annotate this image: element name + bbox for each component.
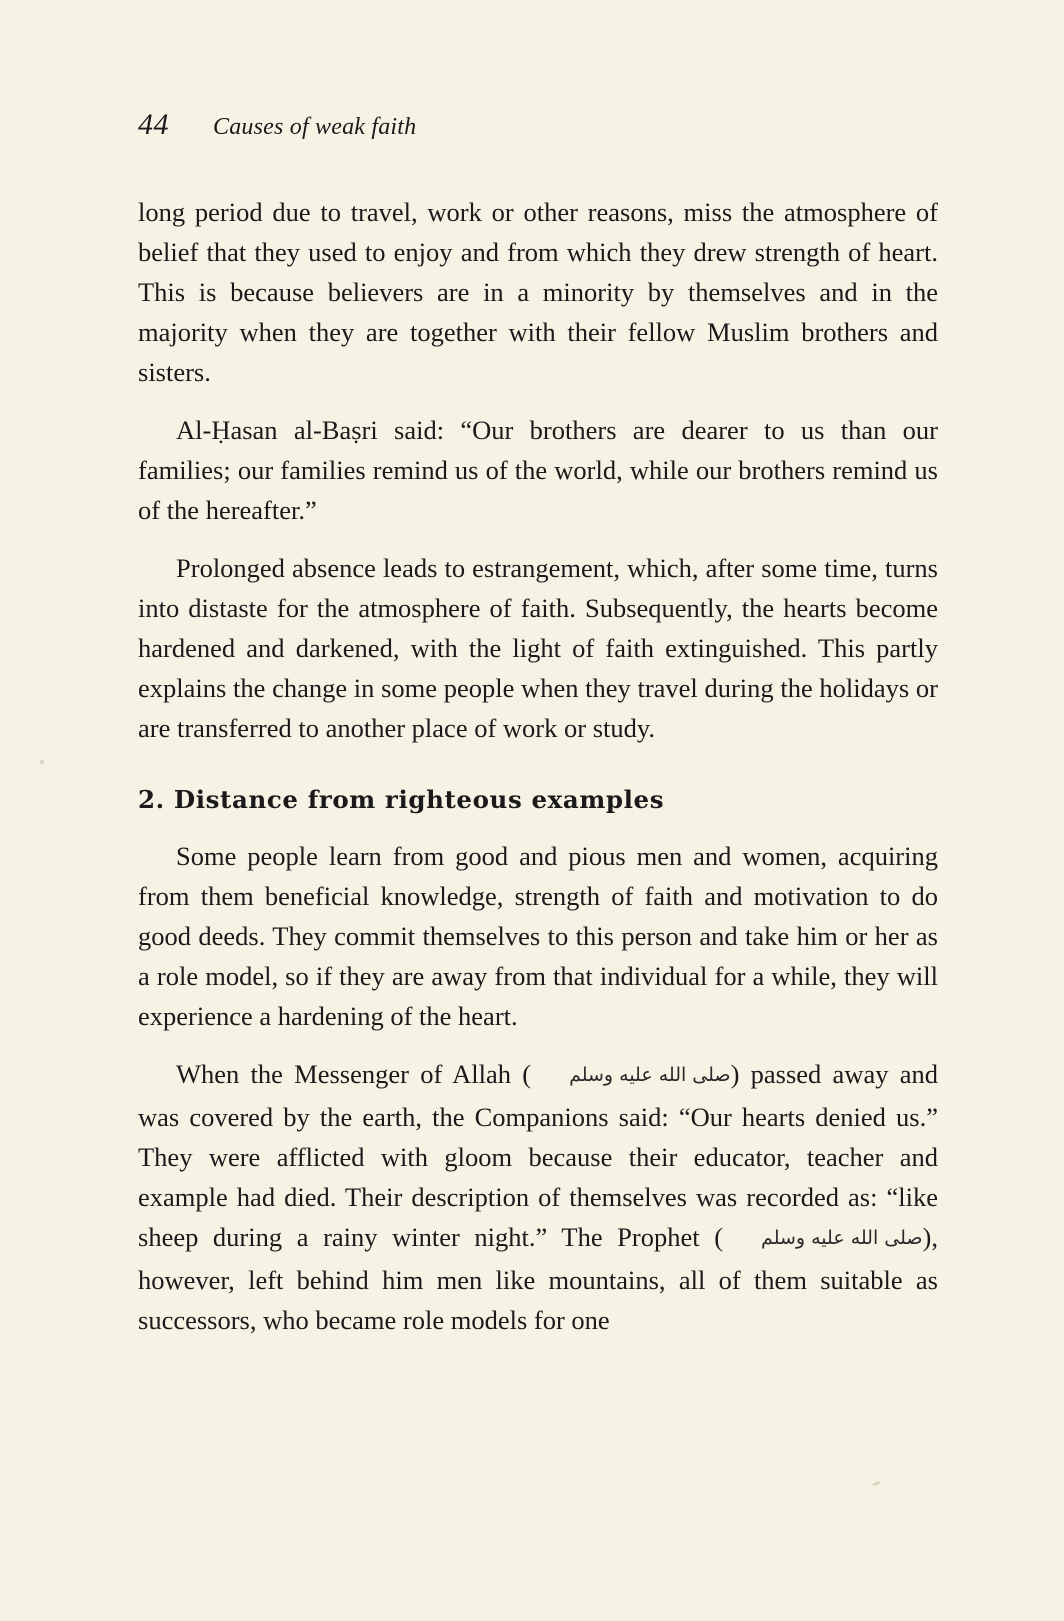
section-heading: 2. Distance from righteous examples [138, 785, 665, 814]
paragraph: Prolonged absence leads to estrangement, which, after some time, turns into distaste for the atmosphere of faith. Subsequently, the hearts become hardened and darkened, with the light of faith extinguished. This partly explains the change in some people when they travel during the holidays or are transferred to another place of work or study. [138, 553, 938, 743]
paragraph: Al-Ḥasan al-Baṣri said: “Our brothers are dearer to us than our families; our families remind us of the world, while our brothers remind us of the hereafter.” [138, 415, 938, 525]
salla-allahu-alayhi-wa-sallam-icon: صلى الله عليه وسلم [761, 1227, 923, 1249]
page-body [138, 192, 938, 1358]
salla-allahu-alayhi-wa-sallam-icon: صلى الله عليه وسلم [569, 1064, 731, 1086]
final-paragraph-part1: When the Messenger of Allah ( [176, 1059, 532, 1089]
paper-speck [40, 760, 44, 764]
final-paragraph-part3: ), however, left behind him men like mountains, all of them suitable as successors, who became role models for one [138, 1222, 938, 1335]
paragraph: Some people learn from good and pious men and women, acquiring from them beneficial knowledge, strength of faith and motivation to do good deeds. They commit themselves to this person and take him or her as a role model, so if they are away from that individual for a while, they will experience a hardening of the heart. [138, 841, 938, 1031]
running-title: Causes of weak faith [213, 114, 417, 140]
final-paragraph-part2: ) passed away and was covered by the earth, the Companions said: “Our hearts denied us.” They were afflicted with gloom because their educator, teacher and example had died. Their description of themselves was recorded as: “like sheep during a rainy winter night.” The Prophet ( [138, 1059, 938, 1252]
paper-speck [872, 1481, 881, 1487]
page-number: 44 [138, 108, 169, 141]
paragraph: long period due to travel, work or other reasons, miss the atmosphere of belief that they used to enjoy and from which they drew strength of heart. This is because believers are in a minority by themselves and in the majority when they are together with their fellow Muslim brothers and sisters. [138, 197, 938, 387]
page-header [138, 108, 944, 142]
paragraph-with-honorific [138, 1054, 938, 1340]
